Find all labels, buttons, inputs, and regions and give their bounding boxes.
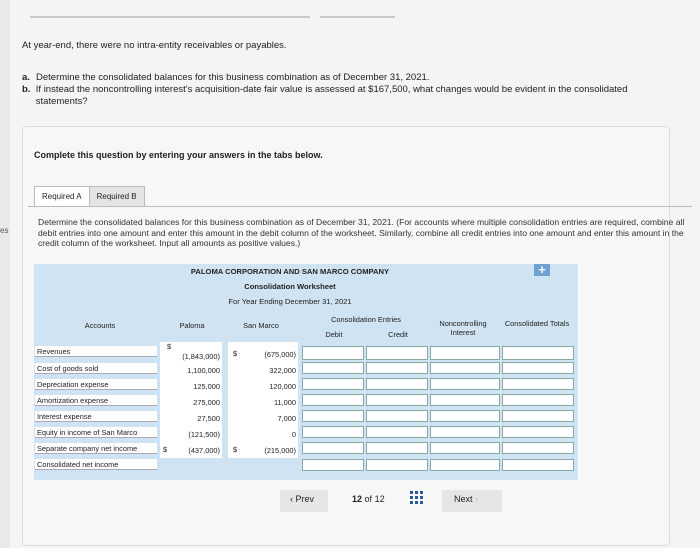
nci-input[interactable] (430, 378, 500, 390)
total-pages: 12 (374, 494, 385, 504)
tab-required-a[interactable]: Required A (34, 186, 90, 207)
paloma-value: 275,000 (193, 398, 220, 407)
nci-header: Noncontrolling Interest (439, 319, 487, 337)
credit-header: Credit (388, 330, 408, 339)
credit-input[interactable] (366, 410, 428, 422)
debit-input[interactable] (302, 442, 364, 454)
paloma-value: 125,000 (193, 382, 220, 391)
san-marco-value: 7,000 (277, 414, 296, 423)
totals-input[interactable] (502, 459, 574, 471)
account-label: Interest expense (35, 411, 157, 422)
debit-input[interactable] (302, 459, 364, 471)
account-label: Consolidated net income (35, 459, 157, 470)
account-label: Revenues (35, 346, 157, 357)
debit-input[interactable] (302, 362, 364, 374)
question-list (22, 72, 672, 108)
account-label: Equity in income of San Marco (35, 427, 157, 438)
totals-input[interactable] (502, 362, 574, 374)
account-label: Amortization expense (35, 395, 157, 406)
grid-menu-icon (410, 491, 424, 505)
tab-bar (34, 186, 145, 207)
totals-input[interactable] (502, 442, 574, 454)
question-label: b. (22, 84, 31, 95)
nci-input[interactable] (430, 346, 500, 360)
totals-input[interactable] (502, 426, 574, 438)
question-text: If instead the noncontrolling interest's acquisition-date fair value is assessed at $167,500, what changes would be evident in the consolidated statements? (35, 84, 628, 107)
credit-input[interactable] (366, 459, 428, 471)
nci-input[interactable] (430, 459, 500, 471)
of-label: of (364, 494, 373, 504)
divider (320, 16, 395, 18)
paloma-value: (437,000) (188, 446, 220, 455)
debit-input[interactable] (302, 410, 364, 422)
worksheet-title: PALOMA CORPORATION AND SAN MARCO COMPANY (190, 267, 390, 276)
side-text: es (0, 226, 9, 235)
debit-header: Debit (325, 330, 343, 339)
dollar-sign: $ (233, 349, 238, 358)
chevron-right-icon: › (475, 494, 479, 504)
debit-input[interactable] (302, 394, 364, 406)
credit-input[interactable] (366, 378, 428, 390)
current-page: 12 (352, 494, 363, 504)
san-marco-value: 11,000 (273, 398, 296, 407)
credit-input[interactable] (366, 362, 428, 374)
paloma-value: (121,500) (188, 430, 220, 439)
next-text: Next (454, 494, 473, 504)
totals-input[interactable] (502, 394, 574, 406)
prev-text: Prev (295, 494, 315, 504)
account-label: Depreciation expense (35, 379, 157, 390)
dollar-sign: $ (167, 342, 172, 351)
paloma-value: 27,500 (197, 414, 220, 423)
san-marco-value: 120,000 (269, 382, 296, 391)
account-label: Cost of goods sold (35, 363, 157, 374)
credit-input[interactable] (366, 346, 428, 360)
totals-input[interactable] (502, 378, 574, 390)
add-row-icon[interactable]: + (534, 264, 550, 276)
entries-header: Consolidation Entries (331, 315, 401, 324)
nci-input[interactable] (430, 362, 500, 374)
nci-input[interactable] (430, 410, 500, 422)
san-marco-value: 0 (291, 430, 296, 439)
san-marco-header: San Marco (243, 321, 279, 330)
san-marco-value: 322,000 (269, 366, 296, 375)
debit-input[interactable] (302, 426, 364, 438)
totals-input[interactable] (502, 410, 574, 422)
dollar-sign: $ (233, 445, 238, 454)
worksheet-period: For Year Ending December 31, 2021 (228, 297, 352, 306)
dollar-sign: $ (163, 445, 168, 454)
totals-input[interactable] (502, 346, 574, 360)
debit-input[interactable] (302, 346, 364, 360)
accounts-header: Accounts (84, 321, 116, 330)
question-text: Determine the consolidated balances for this business combination as of December 31, 2021. (36, 72, 430, 83)
totals-header: Consolidated Totals (504, 319, 570, 328)
san-marco-value: (215,000) (264, 446, 296, 455)
next-label[interactable] (454, 494, 478, 504)
worksheet-subtitle: Consolidation Worksheet (244, 282, 336, 291)
intro-text: At year-end, there were no intra-entity receivables or payables. (22, 40, 287, 51)
tab-required-b[interactable]: Required B (90, 186, 145, 207)
task-description: Determine the consolidated balances for this business combination as of December 31, 2021. (For accounts where multiple consolidation entries are required, combine all debit entries into one amount and enter this amount in the debit column of the worksheet. Similarly, combine all credit entries into one amount and enter this amount in the credit column of the worksheet. Input all amounts as positive values.) (38, 217, 685, 248)
divider (30, 16, 240, 18)
question-label: a. (22, 72, 30, 83)
prev-label[interactable] (290, 494, 314, 504)
credit-input[interactable] (366, 394, 428, 406)
paloma-header: Paloma (179, 321, 205, 330)
instruction-text: Complete this question by entering your answers in the tabs below. (34, 150, 323, 160)
credit-input[interactable] (366, 426, 428, 438)
question-a (22, 72, 672, 84)
grid-icon[interactable] (410, 491, 424, 507)
nci-input[interactable] (430, 426, 500, 438)
san-marco-value: (675,000) (264, 350, 296, 359)
paloma-value: 1,100,000 (187, 366, 220, 375)
nci-input[interactable] (430, 394, 500, 406)
divider (240, 16, 310, 18)
nci-input[interactable] (430, 442, 500, 454)
page-indicator (352, 494, 385, 504)
chevron-left-icon: ‹ (290, 494, 293, 504)
account-label: Separate company net income (35, 443, 157, 454)
debit-input[interactable] (302, 378, 364, 390)
paloma-value: (1,843,000) (182, 352, 220, 361)
credit-input[interactable] (366, 442, 428, 454)
question-b (22, 84, 672, 108)
